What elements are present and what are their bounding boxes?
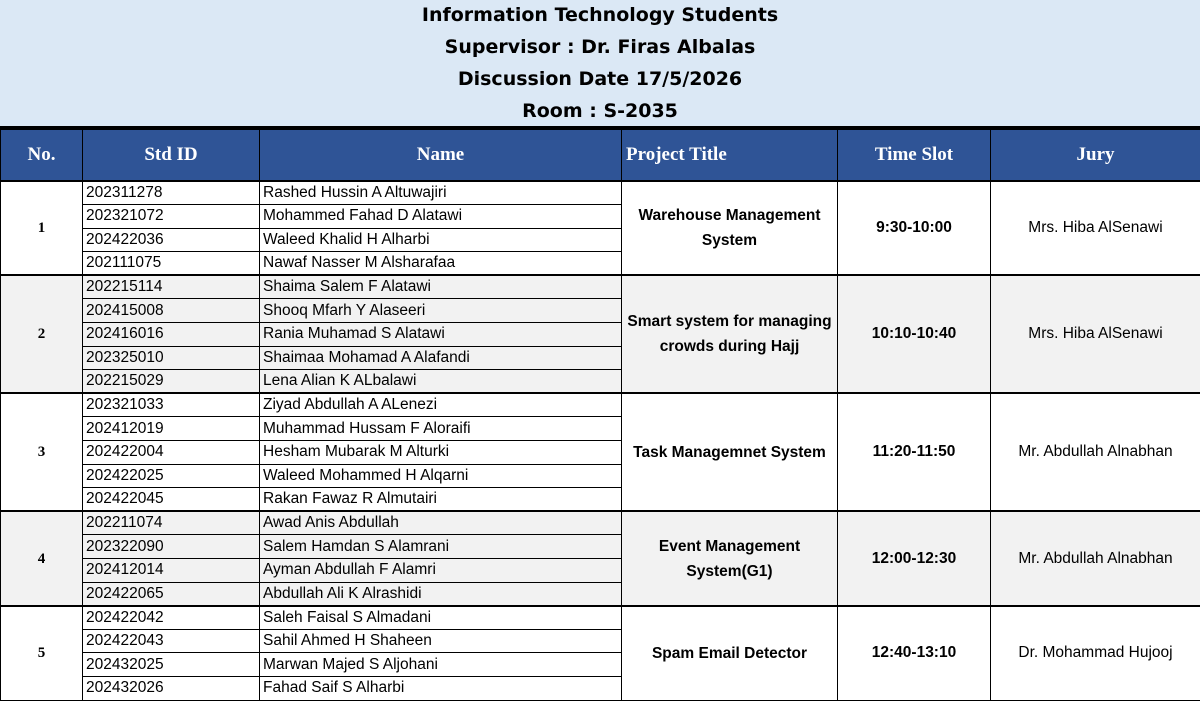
student-name: Shaimaa Mohamad A Alafandi xyxy=(260,346,622,370)
student-id: 202215114 xyxy=(83,275,260,299)
student-name: Hesham Mubarak M Alturki xyxy=(260,441,622,465)
student-name: Rashed Hussin A Altuwajiri xyxy=(260,181,622,205)
student-name: Waleed Mohammed H Alqarni xyxy=(260,464,622,488)
time-slot: 9:30-10:00 xyxy=(838,181,991,275)
student-id: 202311278 xyxy=(83,181,260,205)
student-name: Marwan Majed S Aljohani xyxy=(260,653,622,677)
table-row xyxy=(1,181,1200,205)
student-name: Fahad Saif S Alharbi xyxy=(260,676,622,700)
table-row xyxy=(1,606,1200,630)
student-name: Ayman Abdullah F Alamri xyxy=(260,559,622,583)
project-title: Task Managemnet System xyxy=(622,393,838,511)
discussion-schedule-table xyxy=(0,128,1200,701)
student-name: Rania Muhamad S Alatawi xyxy=(260,323,622,347)
project-title: Spam Email Detector xyxy=(622,606,838,700)
column-header-jury: Jury xyxy=(991,129,1200,181)
student-name: Rakan Fawaz R Almutairi xyxy=(260,488,622,512)
table-row xyxy=(1,511,1200,535)
student-name: Awad Anis Abdullah xyxy=(260,511,622,535)
student-id: 202422004 xyxy=(83,441,260,465)
student-id: 202422043 xyxy=(83,629,260,653)
student-id: 202215029 xyxy=(83,370,260,394)
student-id: 202211074 xyxy=(83,511,260,535)
student-name: Shaima Salem F Alatawi xyxy=(260,275,622,299)
student-id: 202322090 xyxy=(83,535,260,559)
student-id: 202111075 xyxy=(83,252,260,276)
group-number: 3 xyxy=(1,393,83,511)
group-number: 1 xyxy=(1,181,83,275)
student-name: Waleed Khalid H Alharbi xyxy=(260,228,622,252)
student-name: Saleh Faisal S Almadani xyxy=(260,606,622,630)
project-title: Warehouse Management System xyxy=(622,181,838,275)
discussion-date-line: Discussion Date 17/5/2026 xyxy=(457,68,743,90)
column-header-project-title: Project Title xyxy=(622,129,838,181)
time-slot: 12:00-12:30 xyxy=(838,511,991,605)
jury-member: Dr. Mohammad Hujooj xyxy=(991,606,1200,700)
jury-member: Mr. Abdullah Alnabhan xyxy=(991,511,1200,605)
group-number: 4 xyxy=(1,511,83,605)
column-header-time-slot: Time Slot xyxy=(838,129,991,181)
student-id: 202422045 xyxy=(83,488,260,512)
project-title: Smart system for managing crowds during Hajj xyxy=(622,275,838,393)
student-name: Lena Alian K ALbalawi xyxy=(260,370,622,394)
student-id: 202422025 xyxy=(83,464,260,488)
schedule-header xyxy=(0,0,1200,128)
supervisor-line: Supervisor : Dr. Firas Albalas xyxy=(444,36,756,58)
student-id: 202422065 xyxy=(83,582,260,606)
table-header-row xyxy=(1,129,1200,181)
group-number: 5 xyxy=(1,606,83,700)
table-row xyxy=(1,275,1200,299)
time-slot: 11:20-11:50 xyxy=(838,393,991,511)
jury-member: Mrs. Hiba AlSenawi xyxy=(991,275,1200,393)
student-id: 202321033 xyxy=(83,393,260,417)
project-title: Event Management System(G1) xyxy=(622,511,838,605)
student-name: Shooq Mfarh Y Alaseeri xyxy=(260,299,622,323)
student-id: 202412014 xyxy=(83,559,260,583)
student-id: 202412019 xyxy=(83,417,260,441)
student-name: Mohammed Fahad D Alatawi xyxy=(260,205,622,229)
student-id: 202325010 xyxy=(83,346,260,370)
student-name: Sahil Ahmed H Shaheen xyxy=(260,629,622,653)
student-name: Salem Hamdan S Alamrani xyxy=(260,535,622,559)
group-number: 2 xyxy=(1,275,83,393)
student-name: Abdullah Ali K Alrashidi xyxy=(260,582,622,606)
student-id: 202321072 xyxy=(83,205,260,229)
jury-member: Mr. Abdullah Alnabhan xyxy=(991,393,1200,511)
student-name: Muhammad Hussam F Aloraifi xyxy=(260,417,622,441)
student-id: 202432026 xyxy=(83,676,260,700)
column-header-std-id: Std ID xyxy=(83,129,260,181)
student-id: 202415008 xyxy=(83,299,260,323)
student-id: 202422042 xyxy=(83,606,260,630)
student-id: 202416016 xyxy=(83,323,260,347)
table-row xyxy=(1,393,1200,417)
time-slot: 10:10-10:40 xyxy=(838,275,991,393)
student-id: 202422036 xyxy=(83,228,260,252)
student-name: Nawaf Nasser M Alsharafaa xyxy=(260,252,622,276)
column-header-no: No. xyxy=(1,129,83,181)
student-id: 202432025 xyxy=(83,653,260,677)
room-line: Room : S-2035 xyxy=(522,100,678,122)
column-header-name: Name xyxy=(260,129,622,181)
department-title: Information Technology Students xyxy=(421,4,779,26)
time-slot: 12:40-13:10 xyxy=(838,606,991,700)
schedule-body xyxy=(1,181,1200,700)
student-name: Ziyad Abdullah A ALenezi xyxy=(260,393,622,417)
jury-member: Mrs. Hiba AlSenawi xyxy=(991,181,1200,275)
